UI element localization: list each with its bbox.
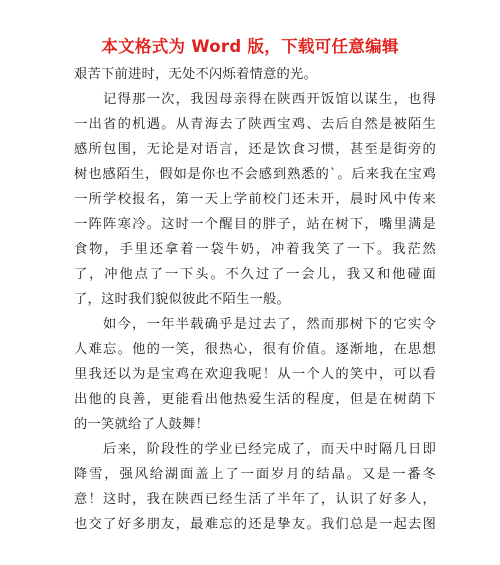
- text-line: 出他的良善，更能看出他热爱生活的程度，但是在树荫下: [74, 392, 436, 407]
- text-line: 降雪，强风给湖面盖上了一面岁月的结晶。又是一番冬: [74, 467, 436, 482]
- text-line: 一出省的机遇。从青海去了陕西宝鸡、去后自然是被陌生: [74, 117, 436, 132]
- text-line: 了，冲他点了一下头。不久过了一会儿，我又和他碰面: [74, 267, 436, 282]
- text-line: 的一笑就给了人鼓舞！: [74, 417, 209, 432]
- text-line: 后来，阶段性的学业已经完成了，而天中时隔几日即: [103, 442, 436, 457]
- text-line: 艰苦下前进时，无处不闪烁着情意的光。: [74, 67, 317, 82]
- text-line: 里我还以为是宝鸡在欢迎我呢！从一个人的笑中，可以看: [74, 367, 436, 382]
- text-line: 感所包围，无论是对语言，还是饮食习惯，甚至是街旁的: [74, 142, 436, 157]
- text-line: 食物，手里还拿着一袋牛奶，冲着我笑了一下。我茫然: [74, 242, 436, 257]
- text-line: 一阵阵寒冷。这时一个醒目的胖子，站在树下，嘴里满是: [74, 217, 436, 232]
- text-line: 树也感陌生，假如是你也不会感到熟悉的`。后来我在宝鸡: [74, 167, 436, 182]
- document-body: [74, 62, 436, 537]
- text-line: 人难忘。他的一笑，很热心，很有价值。逐渐地，在思想: [74, 342, 436, 357]
- text-line: 意！这时，我在陕西已经生活了半年了，认识了好多人，: [74, 492, 436, 507]
- text-line: 一所学校报名，第一天上学前校门还未开，晨时风中传来: [74, 192, 436, 207]
- text-line: 记得那一次，我因母亲得在陕西开饭馆以谋生，也得: [103, 92, 436, 107]
- page-header: 本文格式为 Word 版，下载可任意编辑: [101, 37, 399, 56]
- text-line: 如今，一年半载确乎是过去了，然而那树下的它实令: [103, 317, 436, 332]
- text-line: 了，这时我们貌似彼此不陌生一般。: [74, 292, 290, 307]
- text-line: 也交了好多朋友，最难忘的还是挚友。我们总是一起去图: [74, 517, 436, 532]
